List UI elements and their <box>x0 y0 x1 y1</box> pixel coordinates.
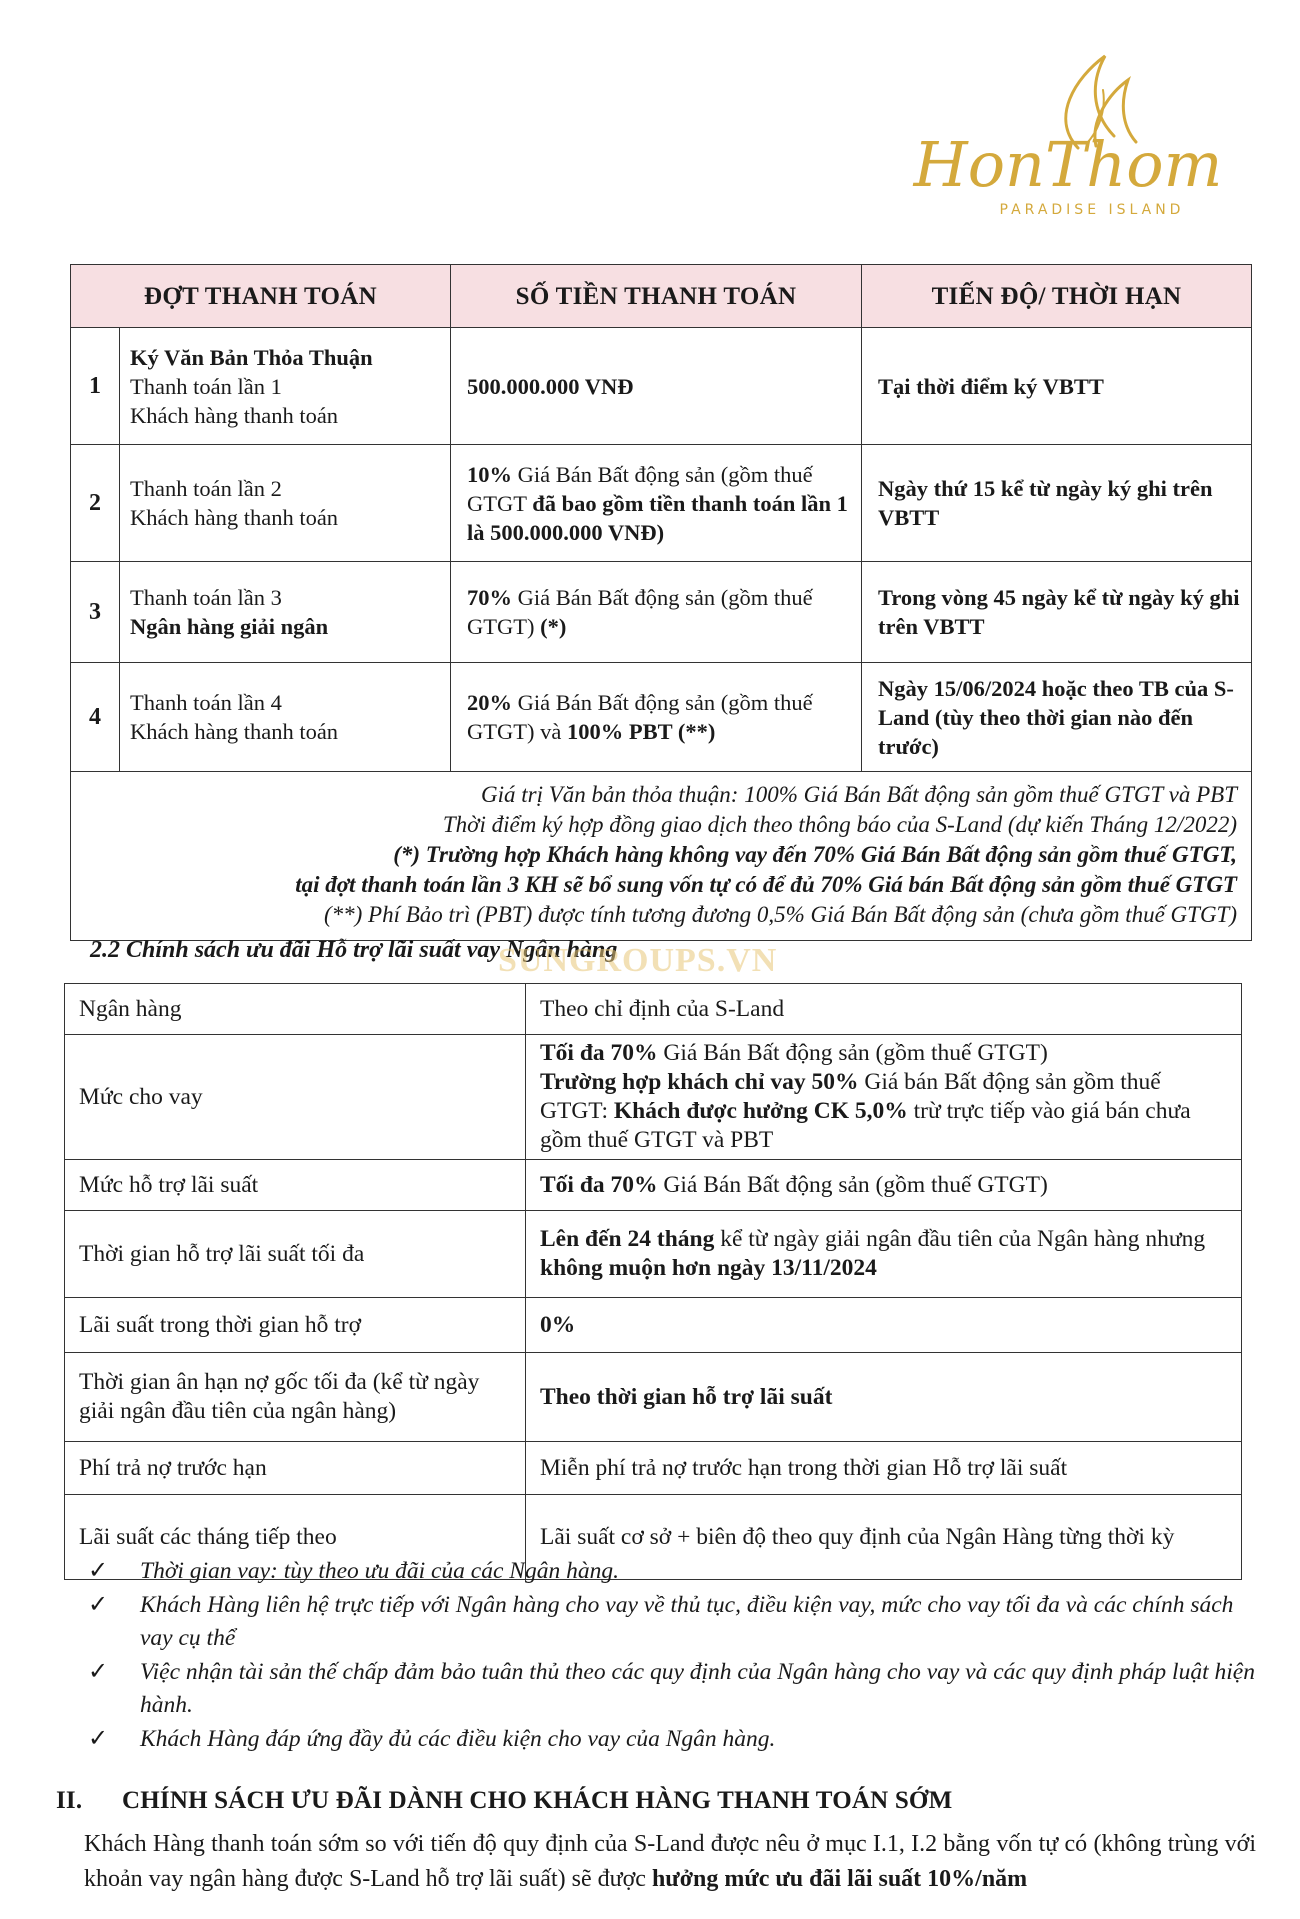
amount-desc: Giá Bán Bất động sản (gồm thuế GTGT) và <box>467 690 813 744</box>
paragraph-text: Khách Hàng thanh toán sớm so với tiến độ quy định của S-Land được nêu ở mục I.1, I.2 bằng vốn tự có (không trùng với khoản vay ngân hàng được S-Land hỗ trợ lãi suất) sẽ được <box>84 1831 1256 1892</box>
list-item-text: Khách Hàng liên hệ trực tiếp với Ngân hàng cho vay về thủ tục, điều kiện vay, mức cho vay tối đa và các chính sách vay cụ thể <box>140 1592 1234 1651</box>
loan-key: Thời gian hỗ trợ lãi suất tối đa <box>65 1211 526 1298</box>
note-line: tại đợt thanh toán lần 3 KH sẽ bổ sung vốn tự có để đủ 70% Giá bán Bất động sản gồm thuế GTGT <box>295 872 1237 897</box>
plain-text: Giá Bán Bất động sản (gồm thuế GTGT) <box>657 1040 1048 1066</box>
amount-percent: 20% <box>467 690 512 715</box>
loan-row <box>65 1035 1242 1160</box>
loan-value <box>526 1160 1242 1211</box>
loan-value: Lãi suất cơ sở + biên độ theo quy định của Ngân Hàng từng thời kỳ <box>526 1495 1242 1580</box>
due-text: Trong vòng 45 ngày kể từ ngày ký ghi trên VBTT <box>878 585 1240 639</box>
loan-value <box>526 1035 1242 1160</box>
header-schedule: TIẾN ĐỘ/ THỜI HẠN <box>862 265 1252 328</box>
loan-value: Theo thời gian hỗ trợ lãi suất <box>526 1353 1242 1442</box>
loan-value-line <box>540 1068 1227 1155</box>
loan-value: 0% <box>526 1298 1242 1353</box>
amount-desc: Giá Bán Bất động sản (gồm thuế GTGT <box>467 461 813 516</box>
list-item <box>88 1723 1268 1756</box>
hon-thom-logo <box>900 38 1240 228</box>
row-description <box>120 445 451 562</box>
amount-note: 100% PBT (**) <box>566 719 716 744</box>
row-amount <box>451 562 862 663</box>
loan-row <box>65 1353 1242 1442</box>
row-stage: Thanh toán lần 3 <box>130 585 282 610</box>
note-line: (*) Trường hợp Khách hàng không vay đến 70% Giá Bán Bất động sản gồm thuế GTGT, <box>393 842 1237 867</box>
payment-notes-row <box>71 772 1252 941</box>
bold-text: Lên đến 24 tháng <box>540 1226 715 1252</box>
row-due <box>862 328 1252 445</box>
loan-value <box>526 1211 1242 1298</box>
section-ii-paragraph <box>84 1827 1256 1897</box>
amount-text <box>461 460 851 547</box>
payment-notes <box>71 772 1252 941</box>
due-text: Tại thời điểm ký VBTT <box>878 373 1104 399</box>
header-installment: ĐỢT THANH TOÁN <box>71 265 451 328</box>
paragraph-highlight: hưởng mức ưu đãi lãi suất 10%/năm <box>651 1866 1028 1892</box>
note-line: Giá trị Văn bản thỏa thuận: 100% Giá Bán Bất động sản gồm thuế GTGT và PBT <box>480 782 1237 807</box>
loan-row <box>65 1160 1242 1211</box>
list-item <box>88 1555 1268 1588</box>
loan-value: Miễn phí trả nợ trước hạn trong thời gian Hỗ trợ lãi suất <box>526 1442 1242 1495</box>
logo-tagline: PARADISE ISLAND <box>999 202 1185 218</box>
section-ii-heading <box>56 1787 952 1815</box>
watermark: SUNGROUPS.VN <box>498 942 778 979</box>
loan-policy-table <box>64 983 1242 1580</box>
loan-key: Thời gian ân hạn nợ gốc tối đa (kể từ ngày giải ngân đầu tiên của ngân hàng) <box>65 1353 526 1442</box>
plain-text: Giá Bán Bất động sản (gồm thuế GTGT) <box>657 1171 1048 1198</box>
list-item-text: Việc nhận tài sản thế chấp đảm bảo tuân thủ theo các quy định của Ngân hàng cho vay và các quy định pháp luật hiện hành. <box>140 1659 1255 1718</box>
row-number: 3 <box>71 562 120 663</box>
due-text: Ngày thứ 15 kể từ ngày ký ghi trên VBTT <box>878 476 1213 530</box>
loan-value-line <box>540 1039 1227 1068</box>
loan-row <box>65 1442 1242 1495</box>
loan-row <box>65 1298 1242 1353</box>
section-title: CHÍNH SÁCH ƯU ĐÃI DÀNH CHO KHÁCH HÀNG THANH TOÁN SỚM <box>122 1787 953 1814</box>
logo-brand-text: HonThom <box>913 128 1223 201</box>
list-item <box>88 1589 1268 1655</box>
plain-text: Giá bán Bất động sản gồm thuế GTGT: <box>540 1069 1161 1124</box>
hon-thom-logo-graphic <box>900 38 1240 228</box>
amount-text <box>461 688 851 746</box>
plain-text: trừ trực tiếp vào giá bán chưa gồm thuế GTGT và PBT <box>540 1098 1191 1153</box>
check-icon: ✓ <box>88 1558 109 1584</box>
section-2-2-title: 2.2 Chính sách ưu đãi Hỗ trợ lãi suất vay Ngân hàng <box>90 937 618 963</box>
row-due <box>862 445 1252 562</box>
row-due <box>862 663 1252 772</box>
amount-percent: 70% <box>467 585 512 610</box>
row-payer: Khách hàng thanh toán <box>130 402 339 428</box>
loan-key: Mức cho vay <box>65 1035 526 1160</box>
loan-key: Ngân hàng <box>65 984 526 1035</box>
row-payer: Khách hàng thanh toán <box>130 505 339 530</box>
section-number: II. <box>56 1787 83 1814</box>
amount-percent: 10% <box>467 461 512 487</box>
amount-note: (*) <box>540 614 567 639</box>
row-amount <box>451 663 862 772</box>
row-description <box>120 328 451 445</box>
bold-text: Khách được hưởng CK 5,0% <box>613 1098 908 1124</box>
row-amount <box>451 328 862 445</box>
loan-value: Theo chỉ định của S-Land <box>526 984 1242 1035</box>
bold-text: Tối đa 70% <box>540 1171 658 1198</box>
list-item <box>88 1656 1268 1722</box>
loan-key: Lãi suất các tháng tiếp theo <box>65 1495 526 1580</box>
header-amount: SỐ TIỀN THANH TOÁN <box>451 265 862 328</box>
payment-row <box>71 562 1252 663</box>
bold-text: Trường hợp khách chỉ vay 50% <box>540 1069 859 1095</box>
bold-text: không muộn hơn ngày 13/11/2024 <box>540 1255 877 1281</box>
note-line: (**) Phí Bảo trì (PBT) được tính tương đương 0,5% Giá Bán Bất động sản (chưa gồm thuế GTGT) <box>323 902 1237 927</box>
bold-text: Tối đa 70% <box>540 1040 658 1066</box>
row-amount <box>451 445 862 562</box>
row-number: 4 <box>71 663 120 772</box>
row-description <box>120 663 451 772</box>
plain-text: kể từ ngày giải ngân đầu tiên của Ngân hàng nhưng <box>714 1226 1206 1252</box>
note-line: Thời điểm ký hợp đồng giao dịch theo thông báo của S-Land (dự kiến Tháng 12/2022) <box>442 812 1237 837</box>
check-icon: ✓ <box>88 1592 109 1618</box>
amount-text: 500.000.000 VNĐ <box>467 373 634 399</box>
payment-schedule-table <box>70 264 1252 941</box>
row-due <box>862 562 1252 663</box>
loan-conditions-checklist <box>88 1555 1268 1757</box>
payment-row <box>71 328 1252 445</box>
row-stage: Thanh toán lần 4 <box>130 690 282 715</box>
list-item-text: Thời gian vay: tùy theo ưu đãi của các Ngân hàng. <box>140 1558 619 1584</box>
payment-row <box>71 663 1252 772</box>
row-number: 2 <box>71 445 120 562</box>
loan-row <box>65 984 1242 1035</box>
row-stage: Thanh toán lần 2 <box>130 476 282 501</box>
loan-key: Phí trả nợ trước hạn <box>65 1442 526 1495</box>
list-item-text: Khách Hàng đáp ứng đầy đủ các điều kiện cho vay của Ngân hàng. <box>140 1726 776 1752</box>
row-payer: Ngân hàng giải ngân <box>130 614 329 639</box>
row-title: Ký Văn Bản Thỏa Thuận <box>130 344 373 370</box>
loan-row <box>65 1211 1242 1298</box>
loan-key: Lãi suất trong thời gian hỗ trợ <box>65 1298 526 1353</box>
row-stage: Thanh toán lần 1 <box>130 373 282 399</box>
check-icon: ✓ <box>88 1659 109 1685</box>
payment-table-header <box>71 265 1252 328</box>
row-payer: Khách hàng thanh toán <box>130 719 339 744</box>
row-description <box>120 562 451 663</box>
check-icon: ✓ <box>88 1726 109 1752</box>
row-number: 1 <box>71 328 120 445</box>
amount-desc: Giá Bán Bất động sản (gồm thuế GTGT) <box>467 585 813 639</box>
payment-row <box>71 445 1252 562</box>
due-text: Ngày 15/06/2024 hoặc theo TB của S-Land (tùy theo thời gian nào đến trước) <box>878 675 1234 759</box>
amount-text <box>461 583 851 641</box>
amount-note: đã bao gồm tiền thanh toán lần 1 là 500.000.000 VNĐ) <box>467 490 848 545</box>
loan-key: Mức hỗ trợ lãi suất <box>65 1160 526 1211</box>
